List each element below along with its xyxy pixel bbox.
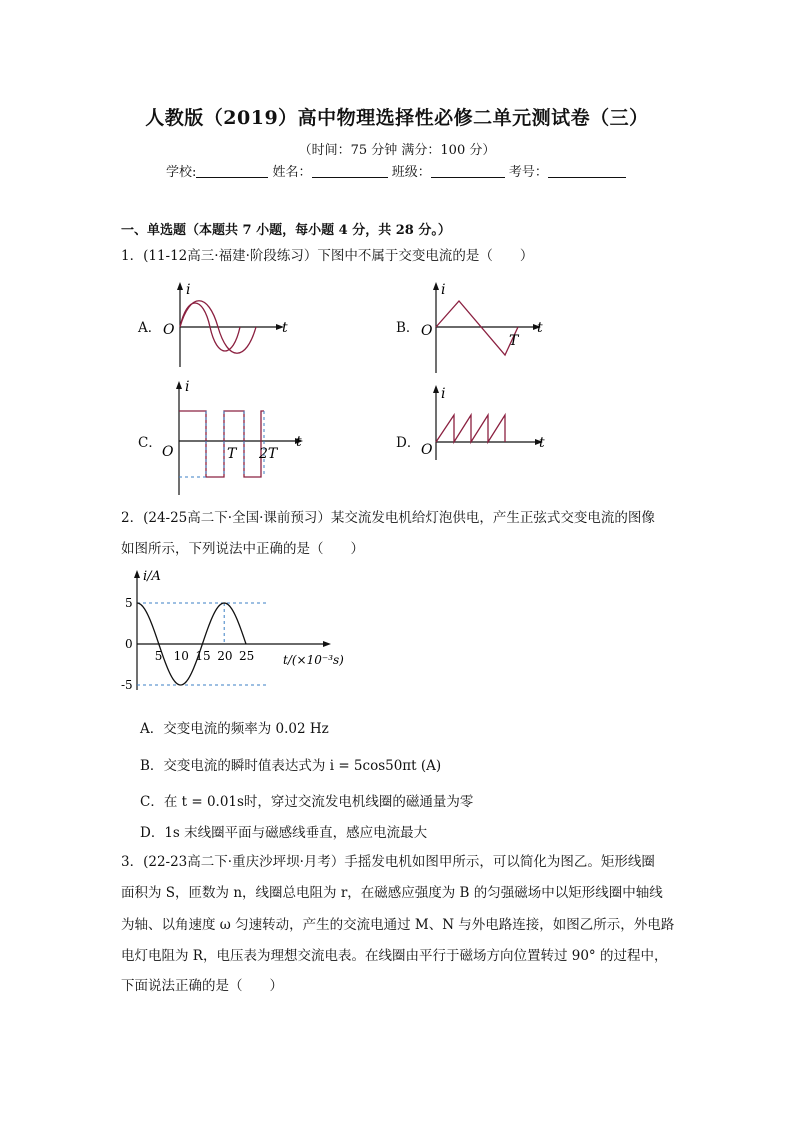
q2-option-b[interactable]: B．交变电流的瞬时值表达式为 i = 5cos50πt (A) xyxy=(140,758,442,774)
x-tick-label: 10 xyxy=(173,649,189,663)
question-3-line-1: 3．(22-23高二下·重庆沙坪坝·月考）手摇发电机如图甲所示，可以简化为图乙。矩形线圈 xyxy=(121,854,655,870)
student-info-line xyxy=(166,161,626,180)
q1-graph-b xyxy=(418,280,553,380)
origin-label: O xyxy=(421,442,433,458)
question-3-line-4: 电灯电阻为 R，电压表为理想交流电表。在线圈由平行于磁场方向位置转过 90° 的过程中， xyxy=(121,948,668,964)
q2-current-chart xyxy=(120,566,370,692)
x-tick-label: 20 xyxy=(217,649,233,663)
question-3-line-2: 面积为 S，匝数为 n，线圈总电阻为 r，在磁感应强度为 B 的匀强磁场中以矩形线圈中轴线 xyxy=(121,885,663,901)
q1-option-a-label[interactable]: A． xyxy=(138,320,162,336)
x-axis-label: t/(×10⁻³s) xyxy=(283,653,344,667)
y-axis-arrow xyxy=(134,570,140,578)
school-label: 学校: xyxy=(166,165,197,180)
axis-i-label: i xyxy=(186,282,191,298)
question-2-stem-line1: 2．(24-25高二下·全国·课前预习）某交流发电机给灯泡供电，产生正弦式交变电流的图像 xyxy=(121,510,655,526)
name-label: 姓名： xyxy=(272,165,312,180)
q1-graph-c xyxy=(158,378,308,498)
y-tick-label: -5 xyxy=(121,678,133,692)
axis-i-label: i xyxy=(441,282,446,298)
y-tick-label: 0 xyxy=(125,637,133,651)
class-label: 班级： xyxy=(391,165,431,180)
x-tick-label: 5 xyxy=(154,649,163,663)
origin-label: O xyxy=(163,322,175,338)
period-2T-label: 2T xyxy=(259,446,278,462)
period-label: T xyxy=(509,333,519,349)
axis-t-label: t xyxy=(539,435,545,451)
number-field[interactable] xyxy=(548,165,626,178)
x-tick-label: 25 xyxy=(239,649,255,663)
axis-i-label: i xyxy=(441,386,446,402)
question-3-line-5: 下面说法正确的是（ ） xyxy=(121,978,283,994)
question-2-stem-line2: 如图所示，下列说法中正确的是（ ） xyxy=(121,541,364,557)
origin-label: O xyxy=(162,444,174,460)
q1-graph-a xyxy=(160,280,295,370)
exam-title: 人教版（2019）高中物理选择性必修二单元测试卷（三） xyxy=(145,107,649,129)
axis-t-label: t xyxy=(537,320,543,336)
school-field[interactable] xyxy=(196,165,268,178)
section-heading: 一、单选题（本题共 7 小题，每小题 4 分，共 28 分。） xyxy=(121,223,451,238)
q2-option-a[interactable]: A．交变电流的频率为 0.02 Hz xyxy=(140,721,329,737)
x-tick-label: 15 xyxy=(195,649,211,663)
q1-graph-d xyxy=(418,382,553,462)
number-label: 考号： xyxy=(508,165,548,180)
name-field[interactable] xyxy=(312,165,388,178)
period-T-label: T xyxy=(227,446,237,462)
q2-option-d[interactable]: D．1s 末线圈平面与磁感线垂直，感应电流最大 xyxy=(140,825,428,841)
y-tick-label: 5 xyxy=(125,596,133,610)
axis-t-label: t xyxy=(282,320,288,336)
x-axis-arrow xyxy=(323,641,331,647)
q1-option-b-label[interactable]: B． xyxy=(396,320,420,336)
axis-t-label: t xyxy=(296,434,302,450)
q1-option-c-label[interactable]: C． xyxy=(138,435,162,451)
axis-i-label: i xyxy=(185,379,190,395)
q2-option-c[interactable]: C．在 t = 0.01s时，穿过交流发电机线圈的磁通量为零 xyxy=(140,794,474,810)
origin-label: O xyxy=(421,323,433,339)
exam-subtitle: （时间：75 分钟 满分：100 分） xyxy=(298,143,496,158)
y-axis-label: i/A xyxy=(143,569,161,584)
q1-option-d-label[interactable]: D． xyxy=(396,435,421,451)
class-field[interactable] xyxy=(431,165,505,178)
question-3-line-3: 为轴、以角速度 ω 匀速转动，产生的交流电通过 M、N 与外电路连接，如图乙所示，外电路 xyxy=(121,917,675,933)
question-1-stem: 1．(11-12高三·福建·阶段练习）下图中不属于交变电流的是（ ） xyxy=(121,248,534,264)
